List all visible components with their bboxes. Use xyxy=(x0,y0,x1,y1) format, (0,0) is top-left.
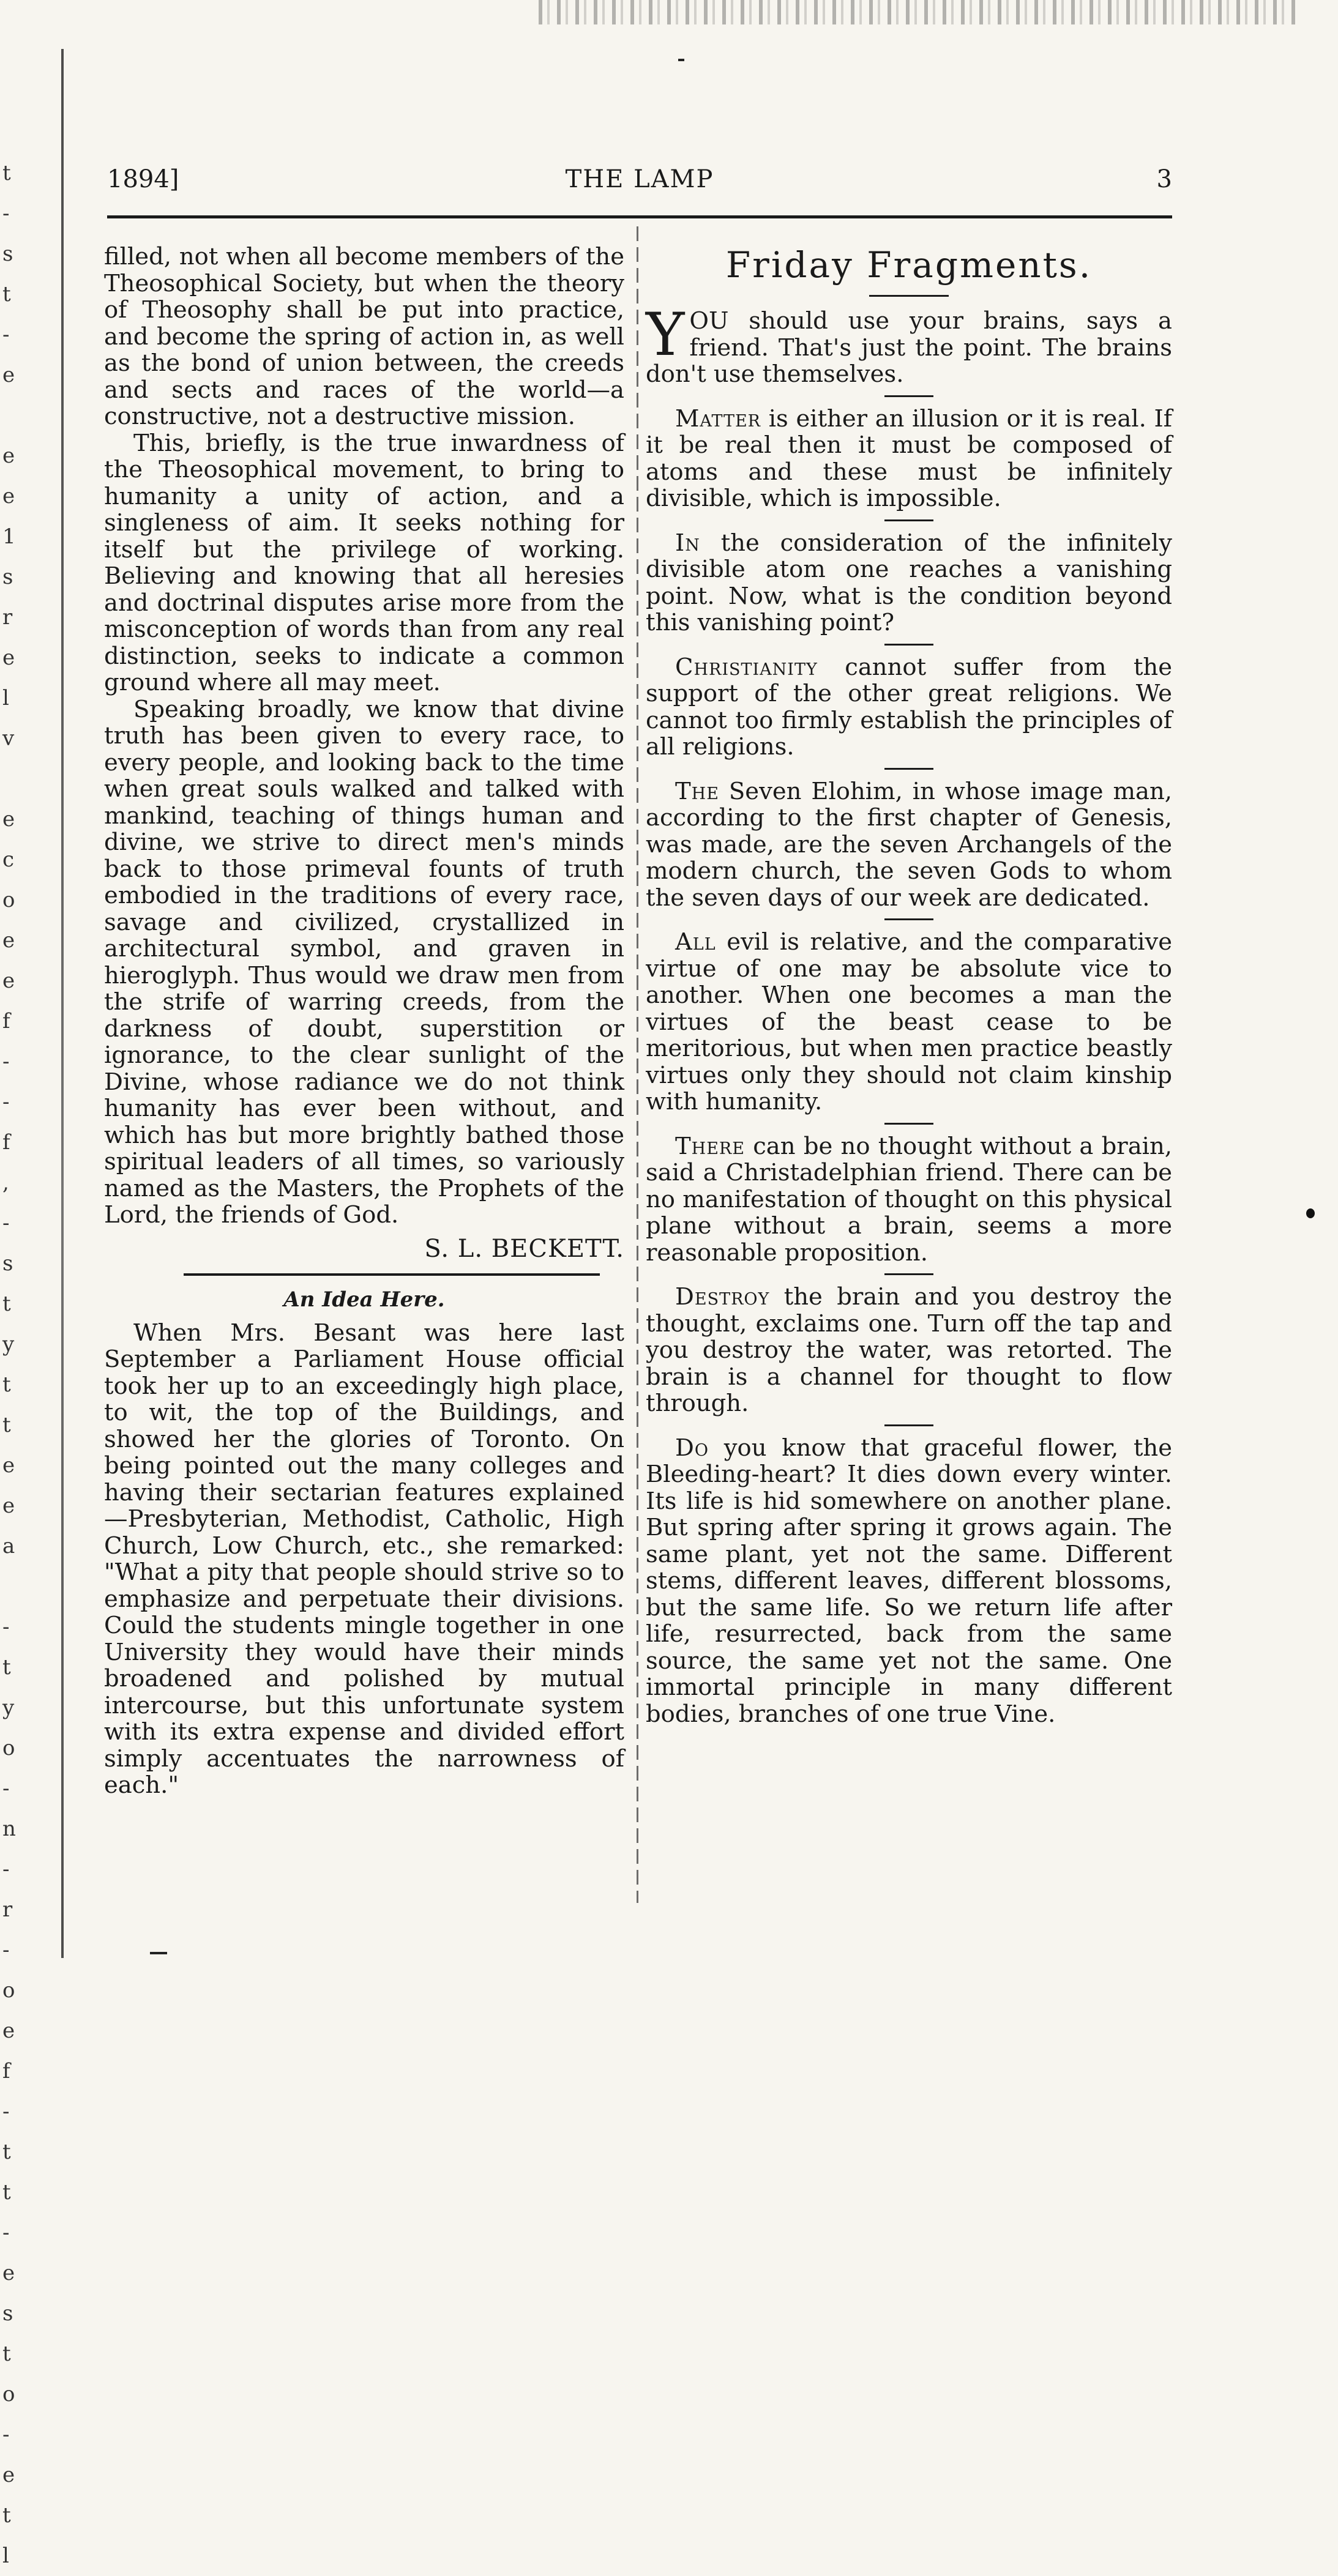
fragment-text: can be no thought without a brain, said a Christadelphian friend. There can be no manifestation of thought on this physical plane without a brain, seems a more reasonable proposition. xyxy=(646,1132,1172,1267)
page-header xyxy=(107,165,1172,202)
margin-letter: e xyxy=(2,2463,15,2487)
margin-letter: e xyxy=(2,928,15,953)
margin-letter: e xyxy=(2,1494,15,1518)
title-rule xyxy=(869,295,949,297)
margin-letter: s xyxy=(2,565,13,589)
fragment xyxy=(646,778,1172,912)
left-column xyxy=(104,244,624,1799)
margin-letter: f xyxy=(2,1009,10,1033)
margin-letter: 1 xyxy=(2,524,16,549)
idea-paragraph: When Mrs. Besant was here last September a Parliament House official took her up to an exceedingly high place, to wit, the top of the Buildings, and showed her the glories of Toronto. On being pointed out the many colleges and having their sectarian features explained —Presbyterian, Methodist, Catholic, High Church, Low Church, etc., she remarked: "What a pity that people should strive so to emphasize and perpetuate their divisions. Could the students mingle together in one University they would have their minds broadened and polished by mutual intercourse, but this unfortunate system with its extra expense and divided effort simply accentuates the narrowness of each." xyxy=(104,1319,624,1799)
margin-letter: t xyxy=(2,282,11,307)
margin-letter: e xyxy=(2,363,15,387)
margin-letter: f xyxy=(2,2059,10,2083)
fragment xyxy=(646,1133,1172,1267)
fragment-first-lead: OU xyxy=(689,307,729,335)
margin-letter: - xyxy=(2,2220,10,2245)
fragment-text: cannot suffer from the support of the other great religions. We cannot too firmly establish the principles of all religions. xyxy=(646,653,1172,761)
article-subheading: An Idea Here. xyxy=(283,1287,445,1312)
margin-letter: , xyxy=(2,1171,9,1195)
fragment xyxy=(646,654,1172,761)
fragment-lead: All xyxy=(675,928,716,956)
margin-letter: a xyxy=(2,1534,15,1558)
margin-letter: c xyxy=(2,847,15,872)
scan-blot xyxy=(1306,1208,1315,1218)
margin-letter: e xyxy=(2,646,15,670)
left-paragraph-3: Speaking broadly, we know that divine truth has been given to every race, to every people, and looking back to the time when great souls walked and talked with mankind, teaching of things human and divine, we strive to direct men's minds back to those primeval founts of truth embodied in the traditions of every race, savage and civilized, crystallized in architectural symbol, and graven in hieroglyph. Thus would we draw men from the strife of warring creeds, from the darkness of doubt, superstition or ignorance, to the clear sunlight of the Divine, whose radiance we do not think humanity has ever been without, and which has but more brightly bathed those spiritual leaders of all times, so variously named as the Masters, the Prophets of the Lord, the friends of God. xyxy=(104,695,624,1229)
margin-letter: o xyxy=(2,1736,15,1760)
article-signature: S. L. BECKETT. xyxy=(424,1234,624,1263)
margin-letter: e xyxy=(2,484,15,508)
fragment xyxy=(646,406,1172,512)
fragment-lead: Destroy xyxy=(675,1283,770,1311)
header-year: 1894] xyxy=(107,165,179,193)
margin-letter: e xyxy=(2,444,15,468)
fragment xyxy=(646,929,1172,1115)
margin-letter: - xyxy=(2,1049,10,1074)
margin-letter: - xyxy=(2,1776,10,1801)
header-title: THE LAMP xyxy=(565,165,714,193)
header-rule xyxy=(107,215,1172,218)
fragment-lead: Matter xyxy=(675,404,761,433)
margin-letter: - xyxy=(2,1090,10,1114)
margin-letter: v xyxy=(2,726,15,751)
margin-letter: e xyxy=(2,2019,15,2043)
margin-letter: s xyxy=(2,2301,13,2326)
margin-letter: t xyxy=(2,1413,11,1437)
margin-letter: - xyxy=(2,1938,10,1962)
scan-noise-top xyxy=(539,0,1298,24)
scan-speck xyxy=(678,59,684,61)
margin-letter: e xyxy=(2,807,15,832)
margin-letter: - xyxy=(2,1857,10,1882)
fragment-text: evil is relative, and the comparative virtue of one may be absolute vice to another. When one becomes a man the virtues of the beast cease to be meritorious, but when men practice beastly virtues only they should not claim kinship with humanity. xyxy=(646,928,1172,1115)
margin-letter: t xyxy=(2,1292,11,1316)
margin-letter: - xyxy=(2,1211,10,1235)
fragment-lead: In xyxy=(675,529,700,557)
margin-letter: e xyxy=(2,969,15,993)
fragment-rule xyxy=(884,1123,933,1125)
section-rule xyxy=(184,1273,600,1276)
right-column xyxy=(646,244,1172,1730)
fragment xyxy=(646,530,1172,636)
margin-letter: o xyxy=(2,1978,15,2003)
margin-letter: s xyxy=(2,242,13,266)
fragment-text: is either an illusion or it is real. If it be real then it must be composed of atoms and these must be infinitely divisible, which is impossible. xyxy=(646,404,1172,512)
margin-letter: y xyxy=(2,1332,15,1357)
fragment-lead: There xyxy=(675,1132,745,1160)
margin-letter: t xyxy=(2,2342,11,2366)
margin-letter: l xyxy=(2,686,9,710)
margin-letter: t xyxy=(2,2140,11,2164)
fragment xyxy=(646,1435,1172,1728)
margin-letter: s xyxy=(2,1251,13,1276)
margin-letter: - xyxy=(2,2422,10,2447)
fragment-rule xyxy=(884,519,933,521)
margin-letter: t xyxy=(2,2180,11,2205)
margin-letter: l xyxy=(2,2544,9,2568)
fragment-lead: Do xyxy=(675,1434,709,1462)
fragment-rule xyxy=(884,1273,933,1275)
margin-letter xyxy=(2,1566,39,1607)
margin-letter: y xyxy=(2,1696,15,1720)
fragment-text: you know that graceful flower, the Bleeding-heart? It dies down every winter. Its life is hid somewhere on another plane. But spring after spring it grows again. The same plant, yet not the same. Different stems, different leaves, different blossoms, but the same life. So we return life after life, resurrected, back from the same source, the same yet not the same. One immortal principle in many different bodies, branches of one true Vine. xyxy=(646,1434,1172,1728)
margin-letter xyxy=(2,759,39,799)
margin-letter: r xyxy=(2,1897,13,1922)
scan-mark-bottom xyxy=(150,1952,167,1954)
fragment-rule xyxy=(884,1424,933,1426)
fragment xyxy=(646,1284,1172,1417)
left-paragraph-1: filled, not when all become members of the Theosophical Society, but when the theory of Theosophy shall be put into practice, and become the spring of action in, as well as the bond of union between, the creeds and sects and races of the world—a constructive, not a destructive mission. xyxy=(104,243,624,430)
margin-letter: t xyxy=(2,161,11,185)
binding-edge xyxy=(61,49,64,1958)
column-divider xyxy=(637,226,638,1903)
fragment-lead: Christianity xyxy=(675,653,818,681)
fragment-text: Seven Elohim, in whose image man, according to the first chapter of Genesis, was made, are the seven Archangels of the modern church, the seven Gods to whom the seven days of our week are dedicated. xyxy=(646,777,1172,912)
margin-letter: n xyxy=(2,1817,16,1841)
margin-letter: o xyxy=(2,888,15,912)
margin-letter: - xyxy=(2,322,10,347)
margin-letter: o xyxy=(2,2382,15,2407)
fragment-first xyxy=(646,300,1172,388)
margin-letter: t xyxy=(2,2503,11,2528)
margin-letter: - xyxy=(2,2099,10,2124)
drop-cap: Y xyxy=(646,300,685,369)
header-page-number: 3 xyxy=(1156,165,1172,193)
margin-letter: f xyxy=(2,1130,10,1155)
margin-letter: - xyxy=(2,201,10,226)
left-paragraph-2: This, briefly, is the true inwardness of the Theosophical movement, to bring to humanity a unity of action, and a singleness of aim. It seeks nothing for itself but the privilege of working. Believing and knowing that all heresies and doctrinal disputes arise more from the misconception of words than from any real distinction, seeks to indicate a common ground where all may meet. xyxy=(104,429,624,696)
fragment-first-text: should use your brains, says a friend. That's just the point. The brains don't use themselves. xyxy=(646,307,1172,388)
fragment-text: the brain and you destroy the thought, exclaims one. Turn off the tap and you destroy the water, was retorted. The brain is a channel for thought to flow through. xyxy=(646,1283,1172,1417)
margin-letter: e xyxy=(2,1453,15,1478)
fragment-rule xyxy=(884,644,933,646)
margin-bleed-letters xyxy=(2,153,39,2576)
margin-letter: r xyxy=(2,605,13,630)
fragment-lead: The xyxy=(675,777,719,805)
margin-letter: t xyxy=(2,1372,11,1397)
margin-letter: e xyxy=(2,2261,15,2285)
fragment-rule xyxy=(884,395,933,397)
margin-letter: - xyxy=(2,1615,10,1639)
section-title: Friday Fragments. xyxy=(725,244,1093,286)
margin-letter xyxy=(2,395,39,436)
fragment-text: the consideration of the infinitely divisible atom one reaches a vanishing point. Now, what is the condition beyond this vanishing point? xyxy=(646,529,1172,636)
fragment-rule xyxy=(884,768,933,770)
margin-letter: t xyxy=(2,1655,11,1680)
fragment-rule xyxy=(884,918,933,920)
